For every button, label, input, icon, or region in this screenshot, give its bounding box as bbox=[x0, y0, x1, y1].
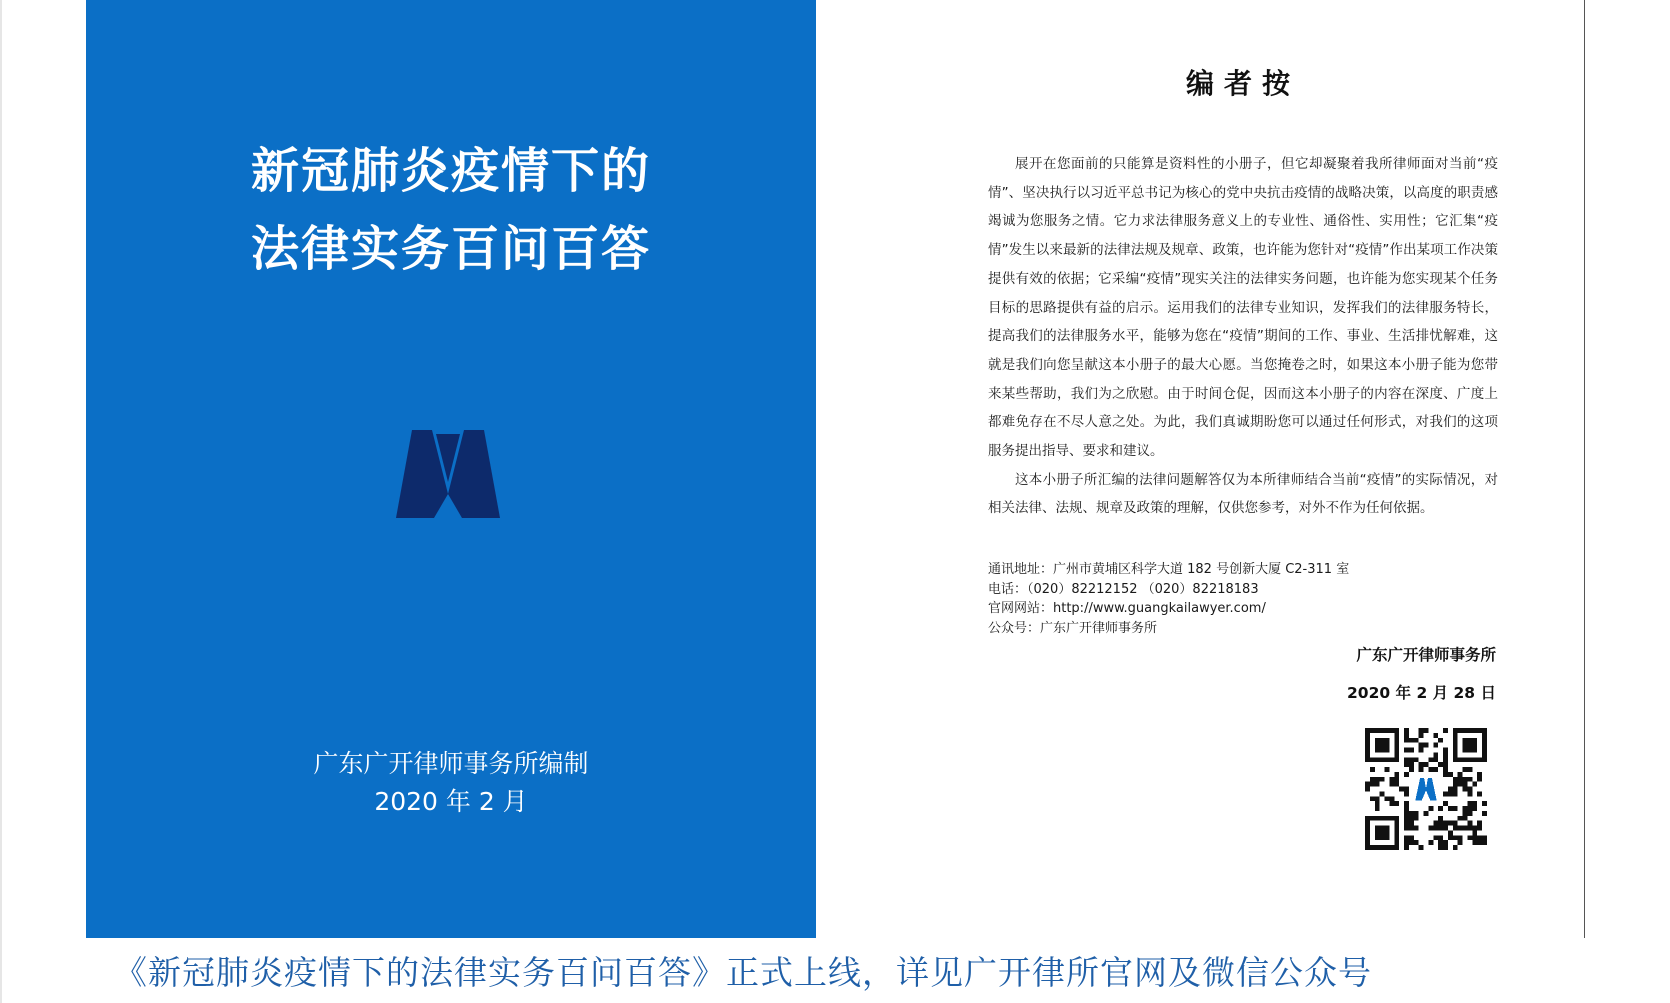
qr-module bbox=[1453, 782, 1458, 787]
qr-module bbox=[1365, 728, 1370, 733]
qr-module bbox=[1463, 748, 1468, 753]
qr-module bbox=[1404, 811, 1409, 816]
qr-module bbox=[1458, 782, 1463, 787]
qr-module bbox=[1443, 757, 1448, 762]
qr-module bbox=[1472, 748, 1477, 753]
qr-module bbox=[1394, 801, 1399, 806]
qr-module bbox=[1458, 757, 1463, 762]
qr-module bbox=[1409, 767, 1414, 772]
qr-module bbox=[1477, 791, 1482, 796]
qr-module bbox=[1385, 816, 1390, 821]
qr-module bbox=[1419, 728, 1424, 733]
qr-module bbox=[1477, 835, 1482, 840]
qr-module bbox=[1404, 787, 1409, 792]
qr-module bbox=[1458, 840, 1463, 845]
qr-module bbox=[1375, 806, 1380, 811]
qr-module bbox=[1375, 796, 1380, 801]
qr-module bbox=[1424, 811, 1429, 816]
qr-module bbox=[1375, 743, 1380, 748]
qr-module bbox=[1453, 738, 1458, 743]
qr-module bbox=[1443, 767, 1448, 772]
qr-module bbox=[1477, 777, 1482, 782]
qr-module bbox=[1404, 762, 1409, 767]
qr-module bbox=[1443, 791, 1448, 796]
qr-module bbox=[1370, 728, 1375, 733]
qr-module bbox=[1467, 743, 1472, 748]
qr-module bbox=[1404, 791, 1409, 796]
qr-module bbox=[1394, 821, 1399, 826]
qr-module bbox=[1404, 748, 1409, 753]
qr-module bbox=[1394, 845, 1399, 850]
qr-module bbox=[1370, 777, 1375, 782]
qr-module bbox=[1394, 830, 1399, 835]
qr-module bbox=[1375, 845, 1380, 850]
left-border-line bbox=[0, 0, 2, 1003]
qr-module bbox=[1467, 791, 1472, 796]
qr-module bbox=[1463, 777, 1468, 782]
qr-module bbox=[1394, 733, 1399, 738]
preface-paragraph-2: 这本小册子所汇编的法律问题解答仅为本所律师结合当前“疫情”的实际情况，对相关法律、法规、规章及政策的理解，仅供您参考，对外不作为任何依据。 bbox=[988, 471, 1498, 517]
qr-module bbox=[1394, 840, 1399, 845]
qr-module bbox=[1433, 752, 1438, 757]
qr-module bbox=[1365, 752, 1370, 757]
qr-module bbox=[1463, 826, 1468, 831]
qr-module bbox=[1472, 801, 1477, 806]
qr-module bbox=[1428, 826, 1433, 831]
qr-module bbox=[1472, 738, 1477, 743]
qr-module bbox=[1453, 743, 1458, 748]
qr-module bbox=[1404, 733, 1409, 738]
qr-module bbox=[1438, 762, 1443, 767]
qr-module bbox=[1448, 806, 1453, 811]
qr-module bbox=[1394, 772, 1399, 777]
qr-module bbox=[1409, 811, 1414, 816]
qr-module bbox=[1404, 845, 1409, 850]
qr-module bbox=[1467, 787, 1472, 792]
qr-module bbox=[1404, 840, 1409, 845]
qr-module bbox=[1443, 748, 1448, 753]
qr-module bbox=[1463, 743, 1468, 748]
qr-module bbox=[1419, 845, 1424, 850]
qr-module bbox=[1365, 738, 1370, 743]
qr-module bbox=[1385, 757, 1390, 762]
qr-module bbox=[1409, 821, 1414, 826]
qr-module bbox=[1380, 728, 1385, 733]
qr-module bbox=[1419, 762, 1424, 767]
qr-module bbox=[1370, 757, 1375, 762]
qr-module bbox=[1380, 845, 1385, 850]
qr-module bbox=[1365, 830, 1370, 835]
preface-body bbox=[988, 150, 1498, 523]
qr-module bbox=[1482, 835, 1487, 840]
qr-module bbox=[1365, 787, 1370, 792]
cover-title-line-2: 法律实务百问百答 bbox=[250, 221, 651, 277]
qr-module bbox=[1438, 845, 1443, 850]
qr-module bbox=[1448, 830, 1453, 835]
qr-module bbox=[1365, 743, 1370, 748]
qr-module bbox=[1443, 821, 1448, 826]
qr-module bbox=[1482, 801, 1487, 806]
qr-module bbox=[1477, 757, 1482, 762]
caption-text: 《新冠肺炎疫情下的法律实务百问百答》正式上线，详见广开律所官网及微信公众号 bbox=[114, 953, 1372, 992]
qr-module bbox=[1380, 835, 1385, 840]
qr-module bbox=[1467, 748, 1472, 753]
qr-module bbox=[1477, 821, 1482, 826]
qr-module bbox=[1375, 782, 1380, 787]
qr-module bbox=[1414, 816, 1419, 821]
signature-date: 2020 年 2 月 28 日 bbox=[1347, 684, 1496, 702]
qr-module bbox=[1409, 762, 1414, 767]
qr-module bbox=[1394, 826, 1399, 831]
qr-module bbox=[1394, 835, 1399, 840]
cover-date: 2020 年 2 月 bbox=[374, 787, 528, 816]
qr-module bbox=[1365, 826, 1370, 831]
contact-wechat: 公众号：广东广开律师事务所 bbox=[988, 620, 1158, 636]
qr-module bbox=[1404, 772, 1409, 777]
qr-module bbox=[1409, 835, 1414, 840]
qr-module bbox=[1385, 830, 1390, 835]
qr-module bbox=[1389, 816, 1394, 821]
qr-module bbox=[1458, 772, 1463, 777]
qr-module bbox=[1467, 728, 1472, 733]
qr-module bbox=[1375, 757, 1380, 762]
qr-module bbox=[1453, 752, 1458, 757]
qr-module bbox=[1394, 757, 1399, 762]
signature-firm: 广东广开律师事务所 bbox=[1356, 646, 1496, 664]
qr-module bbox=[1394, 816, 1399, 821]
qr-module bbox=[1467, 821, 1472, 826]
qr-module bbox=[1477, 826, 1482, 831]
cover-publisher: 广东广开律师事务所编制 bbox=[313, 749, 589, 778]
qr-module bbox=[1438, 806, 1443, 811]
qr-module bbox=[1394, 743, 1399, 748]
qr-module bbox=[1438, 835, 1443, 840]
qr-module bbox=[1385, 728, 1390, 733]
qr-module bbox=[1409, 738, 1414, 743]
qr-module bbox=[1389, 782, 1394, 787]
qr-module bbox=[1385, 835, 1390, 840]
qr-module bbox=[1404, 728, 1409, 733]
qr-module bbox=[1463, 806, 1468, 811]
qr-module bbox=[1438, 821, 1443, 826]
qr-module bbox=[1375, 830, 1380, 835]
qr-module bbox=[1472, 728, 1477, 733]
qr-module bbox=[1385, 796, 1390, 801]
qr-module bbox=[1380, 743, 1385, 748]
qr-module bbox=[1472, 743, 1477, 748]
qr-module bbox=[1438, 816, 1443, 821]
qr-module bbox=[1443, 840, 1448, 845]
qr-module bbox=[1453, 806, 1458, 811]
qr-module bbox=[1365, 816, 1370, 821]
qr-module bbox=[1389, 796, 1394, 801]
qr-module bbox=[1389, 757, 1394, 762]
qr-module bbox=[1428, 840, 1433, 845]
qr-module bbox=[1467, 826, 1472, 831]
qr-module bbox=[1482, 743, 1487, 748]
qr-module bbox=[1404, 757, 1409, 762]
qr-module bbox=[1394, 738, 1399, 743]
qr-module bbox=[1438, 840, 1443, 845]
qr-module bbox=[1380, 777, 1385, 782]
qr-module bbox=[1458, 777, 1463, 782]
qr-module bbox=[1448, 791, 1453, 796]
qr-module bbox=[1467, 801, 1472, 806]
qr-module bbox=[1463, 728, 1468, 733]
qr-module bbox=[1438, 826, 1443, 831]
qr-module bbox=[1482, 811, 1487, 816]
qr-module bbox=[1370, 796, 1375, 801]
qr-module bbox=[1472, 757, 1477, 762]
qr-module bbox=[1477, 772, 1482, 777]
qr-module bbox=[1365, 840, 1370, 845]
qr-module bbox=[1365, 835, 1370, 840]
qr-code-icon bbox=[1365, 728, 1487, 850]
qr-module bbox=[1394, 782, 1399, 787]
qr-module bbox=[1419, 767, 1424, 772]
qr-module bbox=[1414, 840, 1419, 845]
qr-module bbox=[1433, 826, 1438, 831]
qr-module bbox=[1375, 801, 1380, 806]
qr-module bbox=[1365, 757, 1370, 762]
qr-module bbox=[1472, 835, 1477, 840]
qr-module bbox=[1448, 772, 1453, 777]
cover-title-line-1: 新冠肺炎疫情下的 bbox=[250, 143, 651, 199]
qr-module bbox=[1428, 767, 1433, 772]
contact-address: 通讯地址：广州市黄埔区科学大道 182 号创新大厦 C2-311 室 bbox=[988, 562, 1350, 577]
qr-module bbox=[1419, 743, 1424, 748]
qr-module bbox=[1453, 757, 1458, 762]
qr-module bbox=[1443, 728, 1448, 733]
qr-module bbox=[1477, 840, 1482, 845]
book-cover bbox=[86, 0, 816, 938]
qr-module bbox=[1375, 826, 1380, 831]
qr-module bbox=[1472, 782, 1477, 787]
preface-heading: 编者按 bbox=[1185, 67, 1300, 100]
qr-module bbox=[1482, 748, 1487, 753]
qr-module bbox=[1443, 826, 1448, 831]
qr-module bbox=[1458, 835, 1463, 840]
qr-module bbox=[1394, 728, 1399, 733]
qr-module bbox=[1433, 733, 1438, 738]
qr-module bbox=[1365, 782, 1370, 787]
qr-module bbox=[1380, 830, 1385, 835]
qr-module bbox=[1482, 840, 1487, 845]
qr-module bbox=[1467, 835, 1472, 840]
qr-module bbox=[1453, 791, 1458, 796]
qr-module bbox=[1404, 801, 1409, 806]
qr-module bbox=[1404, 738, 1409, 743]
qr-module bbox=[1482, 738, 1487, 743]
qr-module bbox=[1419, 733, 1424, 738]
qr-module bbox=[1463, 782, 1468, 787]
qr-module bbox=[1453, 845, 1458, 850]
qr-module bbox=[1463, 816, 1468, 821]
qr-module bbox=[1453, 728, 1458, 733]
qr-module bbox=[1443, 801, 1448, 806]
qr-module bbox=[1375, 835, 1380, 840]
qr-module bbox=[1385, 748, 1390, 753]
qr-module bbox=[1380, 738, 1385, 743]
qr-module bbox=[1443, 772, 1448, 777]
qr-module bbox=[1389, 801, 1394, 806]
contact-website: 官网网站：http://www.guangkailawyer.com/ bbox=[988, 601, 1266, 616]
qr-module bbox=[1453, 748, 1458, 753]
page-divider-line bbox=[1584, 0, 1585, 938]
qr-module bbox=[1394, 777, 1399, 782]
qr-module bbox=[1433, 835, 1438, 840]
qr-module bbox=[1453, 787, 1458, 792]
qr-module bbox=[1399, 787, 1404, 792]
qr-module bbox=[1380, 816, 1385, 821]
qr-module bbox=[1375, 816, 1380, 821]
qr-module bbox=[1467, 767, 1472, 772]
qr-module bbox=[1463, 787, 1468, 792]
qr-module bbox=[1365, 845, 1370, 850]
qr-module bbox=[1380, 791, 1385, 796]
qr-module bbox=[1370, 767, 1375, 772]
qr-module bbox=[1463, 757, 1468, 762]
qr-module bbox=[1458, 816, 1463, 821]
qr-module bbox=[1458, 728, 1463, 733]
qr-module bbox=[1370, 845, 1375, 850]
qr-module bbox=[1463, 767, 1468, 772]
qr-module bbox=[1389, 777, 1394, 782]
qr-module bbox=[1463, 738, 1468, 743]
qr-module bbox=[1482, 752, 1487, 757]
qr-module bbox=[1375, 738, 1380, 743]
qr-module bbox=[1453, 835, 1458, 840]
qr-module bbox=[1472, 840, 1477, 845]
qr-module bbox=[1380, 826, 1385, 831]
qr-module bbox=[1380, 748, 1385, 753]
qr-module bbox=[1453, 733, 1458, 738]
qr-module bbox=[1433, 743, 1438, 748]
qr-module bbox=[1458, 826, 1463, 831]
firm-logo-icon bbox=[396, 430, 500, 518]
qr-module bbox=[1472, 830, 1477, 835]
qr-module bbox=[1365, 733, 1370, 738]
qr-module bbox=[1385, 743, 1390, 748]
qr-module bbox=[1448, 835, 1453, 840]
qr-module bbox=[1424, 728, 1429, 733]
qr-module bbox=[1433, 821, 1438, 826]
qr-module bbox=[1467, 811, 1472, 816]
qr-module bbox=[1365, 821, 1370, 826]
preface-paragraph-1: 展开在您面前的只能算是资料性的小册子，但它却凝聚着我所律师面对当前“疫情”、坚决执行以习近平总书记为核心的党中央抗击疫情的战略决策，以高度的职责感竭诚为您服务之情。它力求法律服务意义上的专业性、通俗性、实用性；它汇集“疫情”发生以来最新的法律法规及规章、政策，也许能为您针对“疫情”作出某项工作决策提供有效的依据；它采编“疫情”现实关注的法律实务问题，也许能为您实现某个任务目标的思路提供有益的启示。运用我们的法律专业知识，发挥我们的法律服务特长，提高我们的法律服务水平，能够为您在“疫情”期间的工作、事业、生活排忧解难，这就是我们向您呈献这本小册子的最大心愿。当您掩卷之时，如果这本小册子能为您带来某些帮助，我们为之欣慰。由于时间仓促，因而这本小册子的内容在深度、广度上都难免存在不尽人意之处。为此，我们真诚期盼您可以通过任何形式，对我们的这项服务提出指导、要求和建议。 bbox=[988, 156, 1498, 460]
qr-module bbox=[1433, 757, 1438, 762]
qr-module bbox=[1467, 757, 1472, 762]
qr-module bbox=[1448, 787, 1453, 792]
qr-module bbox=[1404, 816, 1409, 821]
qr-module bbox=[1443, 762, 1448, 767]
qr-module bbox=[1438, 738, 1443, 743]
qr-module bbox=[1428, 806, 1433, 811]
qr-module bbox=[1409, 840, 1414, 845]
qr-module bbox=[1394, 752, 1399, 757]
qr-module bbox=[1467, 806, 1472, 811]
qr-module bbox=[1424, 762, 1429, 767]
qr-module bbox=[1482, 728, 1487, 733]
qr-module bbox=[1472, 806, 1477, 811]
qr-module bbox=[1409, 748, 1414, 753]
qr-module bbox=[1433, 767, 1438, 772]
contact-phone: 电话：（020）82212152 （020）82218183 bbox=[988, 581, 1259, 597]
qr-module bbox=[1482, 733, 1487, 738]
qr-module bbox=[1375, 728, 1380, 733]
qr-module bbox=[1482, 757, 1487, 762]
qr-module bbox=[1424, 743, 1429, 748]
qr-module bbox=[1375, 777, 1380, 782]
qr-module bbox=[1453, 826, 1458, 831]
qr-module bbox=[1389, 728, 1394, 733]
qr-module bbox=[1414, 826, 1419, 831]
qr-module bbox=[1467, 777, 1472, 782]
qr-module bbox=[1380, 757, 1385, 762]
cover-title bbox=[86, 132, 816, 288]
qr-module bbox=[1394, 748, 1399, 753]
qr-module bbox=[1467, 738, 1472, 743]
qr-module bbox=[1370, 816, 1375, 821]
qr-module bbox=[1409, 826, 1414, 831]
qr-module bbox=[1370, 782, 1375, 787]
qr-module bbox=[1365, 748, 1370, 753]
qr-module bbox=[1385, 738, 1390, 743]
qr-module bbox=[1453, 821, 1458, 826]
qr-module bbox=[1385, 767, 1390, 772]
qr-module bbox=[1463, 811, 1468, 816]
qr-module bbox=[1443, 752, 1448, 757]
qr-module bbox=[1414, 811, 1419, 816]
qr-module bbox=[1409, 757, 1414, 762]
qr-module bbox=[1448, 821, 1453, 826]
qr-module bbox=[1375, 748, 1380, 753]
contact-info bbox=[988, 560, 1508, 638]
qr-module bbox=[1389, 845, 1394, 850]
qr-module bbox=[1414, 757, 1419, 762]
qr-module bbox=[1409, 816, 1414, 821]
qr-module bbox=[1472, 826, 1477, 831]
qr-module bbox=[1443, 845, 1448, 850]
qr-module bbox=[1428, 757, 1433, 762]
qr-module bbox=[1419, 748, 1424, 753]
qr-module bbox=[1385, 826, 1390, 831]
qr-module bbox=[1477, 728, 1482, 733]
qr-module bbox=[1453, 777, 1458, 782]
qr-module bbox=[1414, 738, 1419, 743]
qr-module bbox=[1404, 835, 1409, 840]
qr-module bbox=[1385, 845, 1390, 850]
qr-module bbox=[1404, 826, 1409, 831]
qr-module bbox=[1404, 821, 1409, 826]
qr-module bbox=[1404, 806, 1409, 811]
